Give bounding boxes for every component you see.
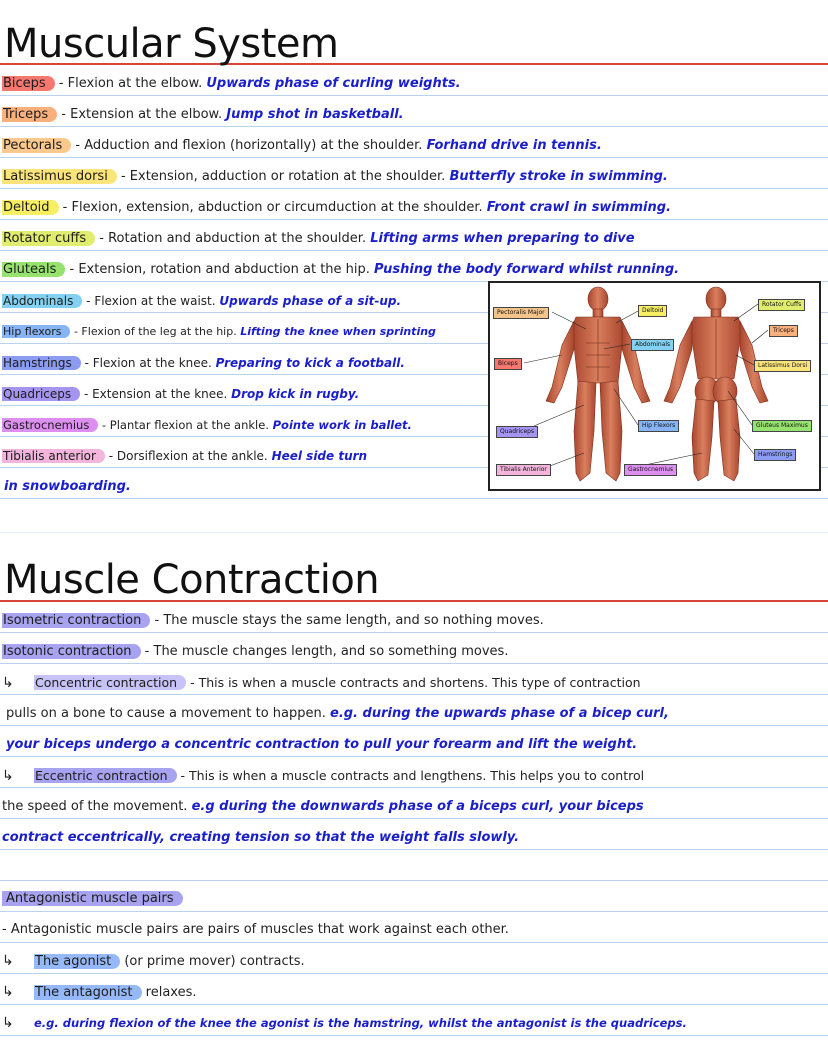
label-gluteus-maximus: Gluteus Maximus [752, 420, 812, 432]
muscle-example: Pointe work in ballet. [272, 418, 412, 432]
muscle-description: - Adduction and flexion (horizontally) at the shoulder. [71, 138, 427, 153]
muscle-description: - Extension, rotation and abduction at the hip. [65, 262, 375, 277]
muscle-row-rotator-cuffs [2, 228, 635, 250]
term-quadriceps: Quadriceps [2, 387, 80, 401]
antagonistic-heading-row [2, 888, 183, 910]
term-deltoid: Deltoid [2, 200, 59, 215]
ruled-line [0, 849, 828, 850]
ruled-line [0, 880, 828, 881]
label-quadriceps: Quadriceps [496, 426, 538, 438]
muscle-example: Upwards phase of curling weights. [206, 76, 461, 91]
arrow-icon: ↳ [2, 1015, 14, 1031]
muscle-description: - Flexion at the waist. [82, 294, 220, 308]
eccentric-example: e.g during the downwards phase of a biceps curl, your biceps [191, 799, 644, 814]
term-gastrocnemius: Gastrocnemius [2, 418, 98, 432]
muscle-row-hamstrings [2, 352, 405, 374]
section-title-muscular-system: Muscular System [4, 21, 339, 67]
muscle-example: Pushing the body forward whilst running. [374, 262, 680, 277]
ruled-line [0, 532, 828, 533]
term-gluteals: Gluteals [2, 262, 65, 277]
label-triceps: Triceps [769, 325, 798, 337]
eccentric-description-2: the speed of the movement. [2, 799, 192, 814]
muscle-description: - Flexion at the elbow. [54, 76, 207, 91]
term-concentric: Concentric contraction [34, 675, 186, 690]
arrow-icon: ↳ [2, 675, 14, 691]
antagonistic-example-row [2, 1012, 687, 1034]
ruled-line [0, 219, 828, 220]
eccentric-description: - This is when a muscle contracts and lengthens. This helps you to control [176, 768, 645, 783]
muscle-example: Heel side turn [271, 449, 368, 463]
muscle-example: Preparing to kick a football. [215, 356, 405, 370]
term-antagonist: The antagonist [34, 985, 142, 1000]
label-latissimus-dorsi: Latissimus Dorsi [754, 360, 811, 372]
ruled-line [0, 95, 828, 96]
arrow-icon: ↳ [2, 984, 14, 1000]
label-biceps: Biceps [494, 358, 522, 370]
ruled-line [0, 787, 828, 788]
eccentric-row [2, 765, 644, 787]
muscle-example: Jump shot in basketball. [226, 107, 404, 122]
agonist-description: (or prime mover) contracts. [120, 954, 305, 969]
muscle-example: Drop kick in rugby. [231, 387, 360, 401]
eccentric-example-line-3: contract eccentrically, creating tension so that the weight falls slowly. [2, 830, 520, 845]
ruled-line [0, 973, 828, 974]
muscle-description: - Extension, adduction or rotation at the shoulder. [116, 169, 450, 184]
concentric-example: e.g. during the upwards phase of a bicep curl, [330, 706, 669, 721]
muscle-example: Lifting arms when preparing to dive [370, 231, 635, 246]
arrow-icon: ↳ [2, 768, 14, 784]
muscle-row-pectorals [2, 135, 602, 157]
ruled-line [0, 1035, 828, 1036]
ruled-line [0, 725, 828, 726]
muscle-row-hip-flexors [2, 321, 436, 343]
muscle-row-triceps [2, 104, 404, 126]
label-deltoid: Deltoid [638, 305, 667, 317]
ruled-line [0, 942, 828, 943]
concentric-description-2: pulls on a bone to cause a movement to happen. [6, 706, 330, 721]
concentric-description: - This is when a muscle contracts and shortens. This type of contraction [186, 675, 641, 690]
term-pectorals: Pectorals [2, 138, 71, 153]
muscle-description: - Flexion at the knee. [80, 356, 216, 370]
term-tibialis-anterior: Tibialis anterior [2, 449, 105, 463]
muscle-description: - Plantar flexion at the ankle. [98, 418, 273, 432]
isotonic-row [2, 641, 508, 663]
term-abdominals: Abdominals [2, 294, 82, 308]
eccentric-line-2 [2, 796, 644, 818]
term-rotator-cuffs: Rotator cuffs [2, 231, 95, 246]
arrow-icon: ↳ [2, 953, 14, 969]
label-hamstrings: Hamstrings [754, 449, 796, 461]
term-agonist: The agonist [34, 954, 120, 969]
antagonistic-definition: - Antagonistic muscle pairs are pairs of muscles that work against each other. [2, 922, 509, 937]
term-hamstrings: Hamstrings [2, 356, 81, 370]
antagonist-description: relaxes. [141, 985, 197, 1000]
muscle-example: Lifting the knee when sprinting [240, 325, 436, 338]
muscle-example: Forhand drive in tennis. [426, 138, 602, 153]
muscle-row-latissimus-dorsi [2, 166, 668, 188]
ruled-line [0, 1004, 828, 1005]
ruled-line [0, 126, 828, 127]
muscle-row-deltoid [2, 197, 671, 219]
muscle-row-gluteals [2, 259, 679, 281]
ruled-line [0, 911, 828, 912]
anatomy-figure [488, 281, 821, 491]
term-hip-flexors: Hip flexors [2, 325, 70, 338]
muscle-description: - Extension at the knee. [80, 387, 232, 401]
antagonist-row [2, 981, 196, 1003]
term-isometric: Isometric contraction [2, 613, 150, 628]
ruled-line [0, 157, 828, 158]
ruled-line [0, 756, 828, 757]
muscle-description: - Extension at the elbow. [57, 107, 227, 122]
isotonic-description: - The muscle changes length, and so something moves. [140, 644, 509, 659]
label-rotator-cuffs: Rotator Cuffs [758, 299, 805, 311]
term-isotonic: Isotonic contraction [2, 644, 141, 659]
muscle-example-continuation: in snowboarding. [4, 479, 131, 494]
label-pectoralis-major: Pectoralis Major [493, 307, 549, 319]
muscle-example: Front crawl in swimming. [486, 200, 671, 215]
label-abdominals: Abdominals [631, 339, 674, 351]
concentric-row [2, 672, 641, 694]
section-title-muscle-contraction: Muscle Contraction [4, 557, 380, 603]
muscle-row-gastrocnemius [2, 414, 412, 436]
ruled-line [0, 632, 828, 633]
label-tibialis-anterior: Tibialis Anterior [496, 464, 551, 476]
isometric-row [2, 610, 544, 632]
muscle-description: - Flexion of the leg at the hip. [70, 325, 241, 338]
muscle-row-quadriceps [2, 383, 359, 405]
concentric-line-2 [6, 703, 669, 725]
antagonistic-example: e.g. during flexion of the knee the agonist is the hamstring, whilst the antagonist is the quadriceps. [34, 1016, 687, 1030]
front-body-figure [546, 287, 650, 481]
agonist-row [2, 950, 305, 972]
ruled-line [0, 498, 828, 499]
ruled-line [0, 663, 828, 664]
muscle-example: Upwards phase of a sit-up. [219, 294, 402, 308]
ruled-line [0, 250, 828, 251]
label-hip-flexors: Hip Flexors [638, 420, 679, 432]
term-triceps: Triceps [2, 107, 57, 122]
muscle-description: - Dorsiflexion at the ankle. [104, 449, 272, 463]
term-antagonistic-muscle-pairs: Antagonistic muscle pairs [2, 891, 183, 906]
concentric-example-line-3: your biceps undergo a concentric contraction to pull your forearm and lift the weight. [6, 737, 638, 752]
ruled-line [0, 818, 828, 819]
muscle-row-abdominals [2, 290, 401, 312]
term-latissimus-dorsi: Latissimus dorsi [2, 169, 117, 184]
muscle-description: - Rotation and abduction at the shoulder. [95, 231, 371, 246]
isometric-description: - The muscle stays the same length, and so nothing moves. [150, 613, 544, 628]
muscle-description: - Flexion, extension, abduction or circumduction at the shoulder. [58, 200, 487, 215]
ruled-line [0, 694, 828, 695]
term-biceps: Biceps [2, 76, 55, 91]
label-gastrocnemius: Gastrocnemius [624, 464, 677, 476]
ruled-line [0, 188, 828, 189]
muscle-row-biceps [2, 73, 461, 95]
muscle-row-tibialis-anterior [2, 445, 367, 467]
muscle-example: Butterfly stroke in swimming. [449, 169, 668, 184]
term-eccentric: Eccentric contraction [34, 768, 177, 783]
